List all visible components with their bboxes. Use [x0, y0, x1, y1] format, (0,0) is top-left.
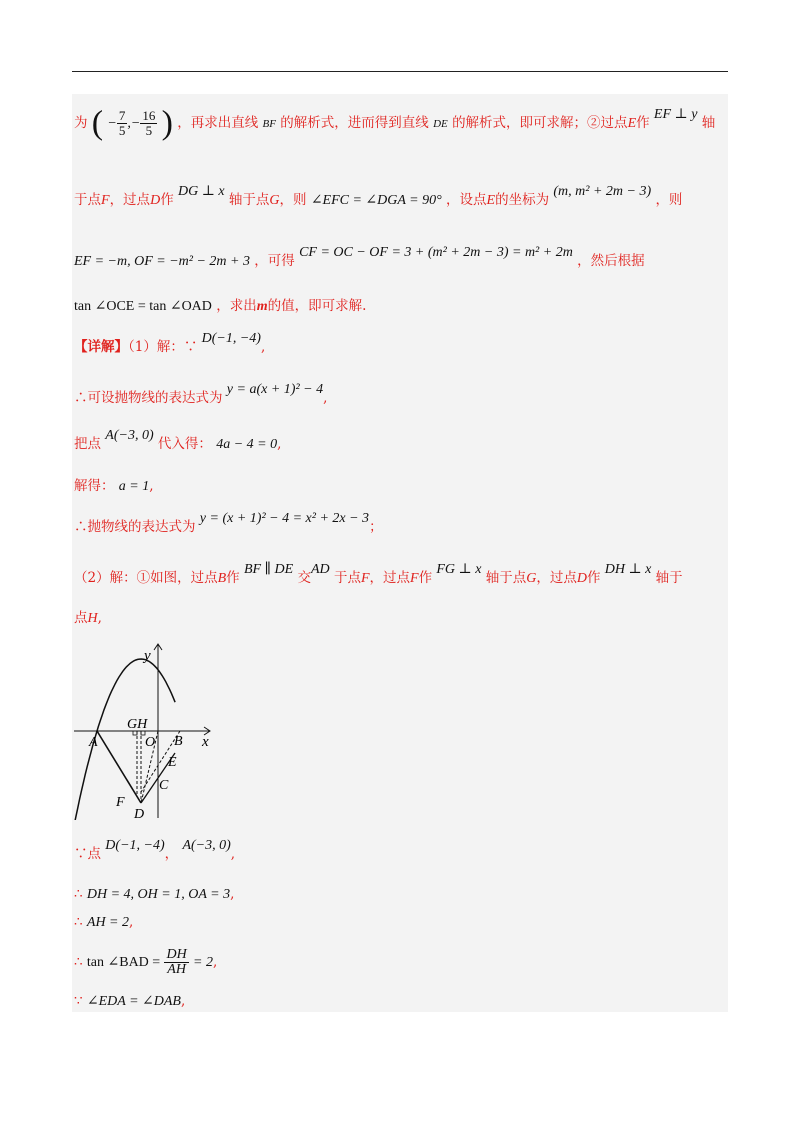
math-equals-2: = 2: [193, 955, 213, 970]
text-fragment: 代入得：: [157, 436, 212, 452]
detail-line-14: [74, 912, 133, 933]
math-substitution: 4a − 4 = 0: [216, 437, 278, 452]
text-fragment: ，求出: [216, 298, 257, 314]
detail-label: 【详解】: [74, 339, 128, 355]
math-bf-parallel-de: BF ∥ DE: [243, 562, 294, 577]
detail-line-7: [74, 428, 282, 455]
coord-separator: ,: [127, 116, 131, 131]
math-point-e: E: [486, 193, 496, 208]
text-fragment: 的解析式，进而得到直线: [280, 115, 429, 131]
math-parabola-equation: y = (x + 1)² − 4 = x² + 2x − 3: [199, 511, 370, 526]
label-a: A: [89, 735, 98, 750]
text-fragment: ,: [260, 339, 266, 355]
label-d: D: [134, 807, 145, 820]
text-fragment: ，再求出直线: [177, 115, 259, 131]
detail-line-5: [74, 331, 266, 358]
math-point-f: F: [360, 571, 370, 586]
text-fragment: ，过点: [109, 192, 151, 208]
label-gh: GH: [127, 717, 148, 732]
fraction-numerator: 7: [118, 108, 126, 123]
math-tan-bad: tan ∠BAD =: [86, 955, 161, 970]
fraction-denominator: AH: [167, 962, 186, 977]
parabola-figure: [74, 640, 224, 820]
math-point-a-coord: A(−3, 0): [105, 428, 154, 443]
text-fragment: 的坐标为: [495, 192, 550, 208]
text-fragment: 作: [636, 115, 650, 131]
analysis-line-3: [74, 245, 645, 272]
label-y: y: [144, 648, 151, 664]
math-m: m: [256, 299, 268, 314]
math-bf: BF: [262, 118, 276, 130]
analysis-line-2: [74, 184, 683, 211]
text-fragment: 轴于点: [228, 192, 270, 208]
label-f: F: [116, 795, 125, 810]
text-fragment: ，设点: [446, 192, 487, 208]
fraction-dh-ah: [164, 948, 188, 977]
text-fragment: ,: [97, 610, 102, 626]
analysis-line-1: [74, 103, 715, 143]
fraction-numerator: 16: [142, 108, 156, 123]
text-fragment: 解得：: [74, 478, 115, 494]
segment-ad: [97, 731, 141, 803]
text-fragment: ∵点: [74, 846, 101, 862]
math-tan-equality: tan ∠OCE = tan ∠OAD: [74, 299, 212, 314]
text-fragment: ，则: [279, 192, 307, 208]
fraction-numerator: DH: [166, 947, 187, 962]
text-fragment: 的值，即可求解.: [267, 298, 367, 314]
math-point-f: F: [410, 571, 419, 586]
detail-line-16: [74, 991, 185, 1012]
text-fragment: ∴抛物线的表达式为: [74, 519, 196, 535]
math-ad: AD: [310, 562, 330, 577]
math-point-f: F: [101, 193, 110, 208]
text-fragment: 于点: [74, 192, 101, 208]
text-fragment: ,: [230, 886, 235, 902]
text-fragment: ∴: [74, 914, 83, 930]
math-a-equals-1: a = 1: [118, 479, 150, 494]
text-fragment: 于点: [333, 570, 361, 586]
text-fragment: 作: [226, 570, 240, 586]
math-vertex-form: y = a(x + 1)² − 4: [226, 382, 324, 397]
math-dh-perp-x: DH ⊥ x: [604, 562, 652, 577]
text-fragment: 点: [74, 610, 88, 626]
text-fragment: ,: [323, 390, 328, 406]
math-coord-e: (m, m² + 2m − 3): [553, 184, 652, 199]
text-fragment: ∴可设抛物线的表达式为: [74, 390, 223, 406]
math-point-d-coord: D(−1, −4): [201, 331, 261, 346]
text-fragment: 轴于: [655, 570, 683, 586]
label-o: O: [145, 735, 156, 750]
text-fragment: ∵: [74, 993, 83, 1009]
text-fragment: 为: [74, 115, 88, 131]
text-fragment: ，过点: [536, 570, 577, 586]
content-panel: [72, 94, 728, 1012]
text-fragment: ∴: [74, 954, 83, 970]
fraction-neg-16-5: [140, 109, 157, 138]
detail-line-11: [74, 608, 102, 629]
detail-line-8: [74, 476, 154, 497]
math-point-g: G: [269, 193, 280, 208]
text-fragment: 交: [297, 570, 311, 586]
math-de: DE: [433, 118, 448, 130]
text-fragment: 作: [160, 192, 174, 208]
fraction-neg-7-5: [117, 109, 128, 138]
text-fragment: ,: [212, 954, 218, 970]
text-fragment: ,: [129, 914, 134, 930]
text-fragment: ；: [369, 519, 383, 535]
detail-line-9: [74, 511, 383, 538]
math-point-a-coord: A(−3, 0): [182, 838, 231, 853]
math-ef-of: EF = −m, OF = −m² − 2m + 3: [74, 254, 250, 269]
left-paren: (: [91, 104, 104, 142]
math-point-e: E: [627, 116, 637, 131]
math-cf: CF = OC − OF = 3 + (m² + 2m − 3) = m² + 2m: [299, 245, 573, 260]
right-paren: ): [161, 104, 173, 142]
detail-line-15: [74, 944, 217, 980]
text-fragment: （1）解：∵: [128, 339, 198, 355]
minus-sign: −: [107, 116, 117, 131]
math-point-d: D: [576, 571, 587, 586]
text-fragment: ，则: [655, 192, 683, 208]
text-fragment: 轴于点: [485, 570, 527, 586]
text-fragment: ∴: [74, 886, 83, 902]
text-fragment: 把点: [74, 436, 101, 452]
math-dg-perp-x: DG ⊥ x: [177, 184, 225, 199]
fraction-denominator: 5: [118, 123, 126, 138]
text-fragment: ,: [149, 478, 154, 494]
minus-sign: −: [130, 116, 141, 131]
math-ef-perp-y: EF ⊥ y: [653, 107, 698, 122]
text-fragment: ，然后根据: [577, 253, 645, 269]
math-point-g: G: [526, 571, 537, 586]
math-point-d: D: [150, 193, 161, 208]
text-fragment: ,: [180, 993, 186, 1009]
text-fragment: 轴: [701, 115, 716, 131]
label-x: x: [202, 734, 209, 750]
text-fragment: ，过点: [369, 570, 411, 586]
math-point-h: H: [87, 611, 98, 626]
fraction-denominator: 5: [145, 123, 153, 138]
header-rule: [72, 71, 728, 72]
detail-line-12: [74, 838, 236, 865]
text-fragment: ,: [230, 846, 236, 862]
text-fragment: ，: [164, 846, 179, 862]
detail-line-10: [74, 562, 683, 589]
text-fragment: （2）解：①如图，过点: [74, 570, 218, 586]
math-lengths: DH = 4, OH = 1, OA = 3: [86, 887, 231, 902]
math-point-b: B: [217, 571, 227, 586]
math-point-d-coord: D(−1, −4): [105, 838, 165, 853]
detail-line-13: [74, 884, 234, 905]
math-right-angles: ∠EFC = ∠DGA = 90°: [310, 193, 442, 208]
label-c: C: [159, 778, 169, 793]
label-b: B: [174, 734, 183, 749]
detail-line-6: [74, 382, 328, 409]
text-fragment: 作: [418, 570, 433, 586]
analysis-line-4: [74, 296, 366, 317]
math-angle-equality: ∠EDA = ∠DAB: [86, 994, 181, 1009]
math-ah: AH = 2: [86, 915, 129, 930]
math-fg-perp-x: FG ⊥ x: [436, 562, 482, 577]
text-fragment: ,: [277, 436, 282, 452]
text-fragment: ，可得: [254, 253, 295, 269]
text-fragment: 作: [586, 570, 601, 586]
label-e: E: [168, 755, 177, 770]
text-fragment: 的解析式，即可求解；②过点: [452, 115, 628, 131]
